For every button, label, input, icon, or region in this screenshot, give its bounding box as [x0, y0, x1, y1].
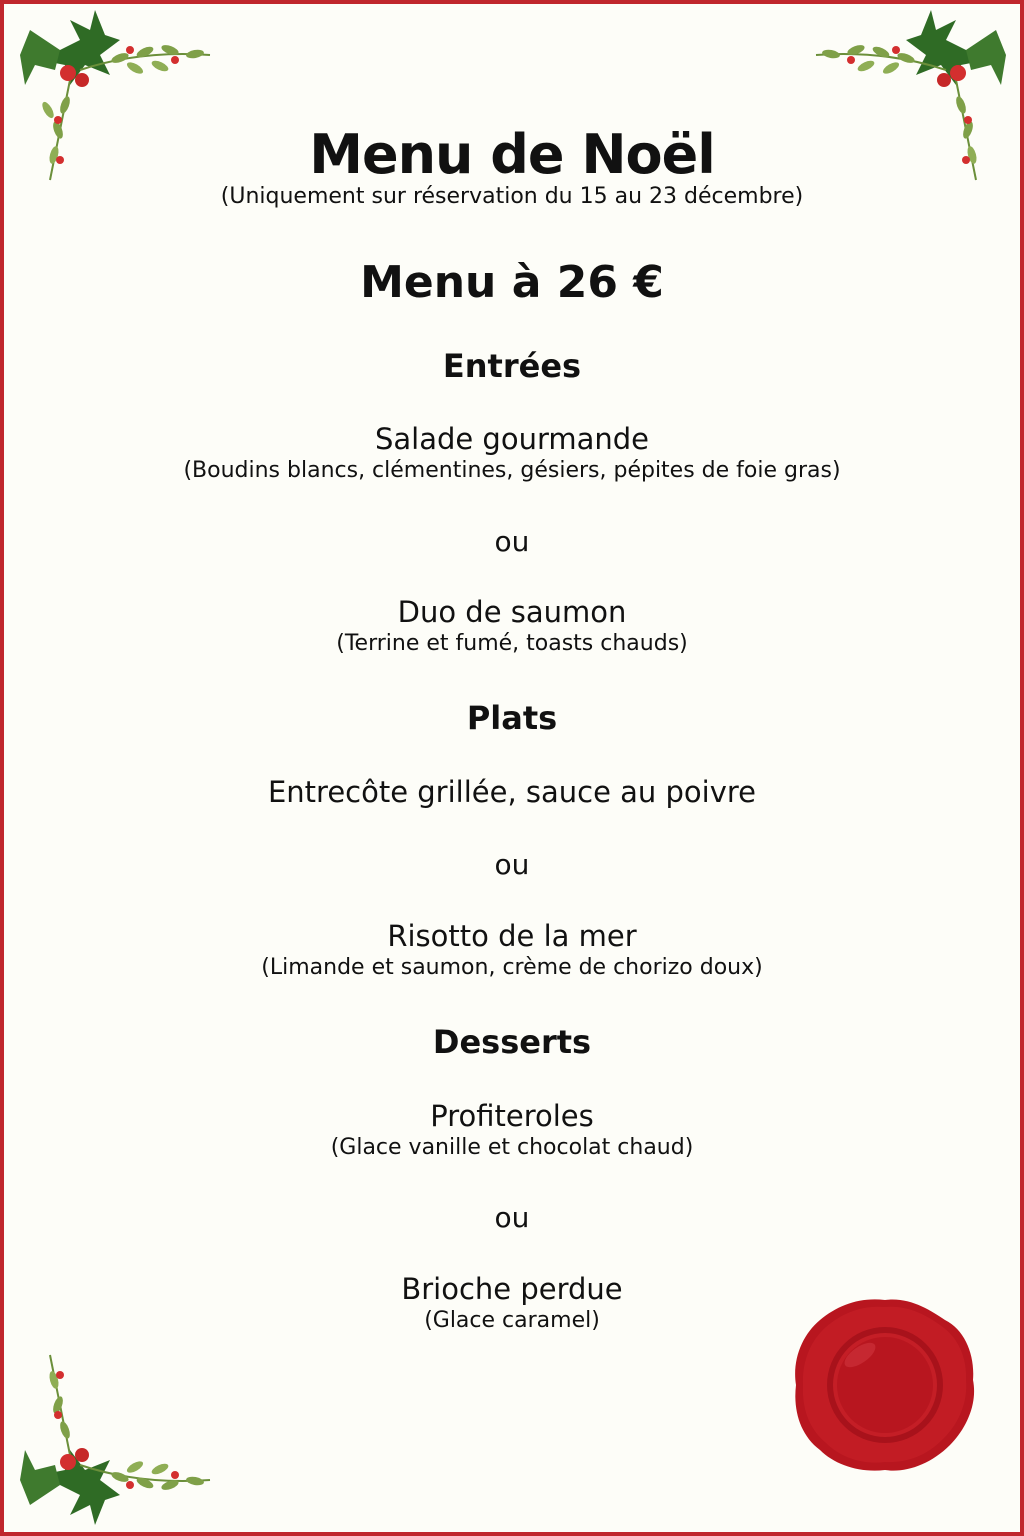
section-entrees-heading: Entrées: [442, 347, 582, 385]
section-plats-heading: Plats: [466, 699, 558, 737]
dessert-1-description: (Glace vanille et chocolat chaud): [330, 1135, 694, 1160]
holly-bottom-left-icon: [20, 1345, 220, 1525]
plat-2-name: Risotto de la mer: [387, 919, 637, 953]
plat-separator: ou: [494, 848, 530, 881]
menu-title: Menu de Noël: [309, 123, 715, 186]
dessert-2-name: Brioche perdue: [401, 1272, 623, 1306]
entree-1-name: Salade gourmande: [374, 422, 650, 456]
plat-2-description: (Limande et saumon, crème de chorizo doux): [261, 955, 763, 980]
entree-1-description: (Boudins blancs, clémentines, gésiers, pépites de foie gras): [183, 458, 841, 483]
dessert-separator: ou: [494, 1201, 530, 1234]
entree-2-description: (Terrine et fumé, toasts chauds): [336, 631, 688, 656]
plat-1-name: Entrecôte grillée, sauce au poivre: [267, 775, 757, 809]
dessert-2-description: (Glace caramel): [424, 1308, 600, 1333]
menu-price: Menu à 26 €: [360, 257, 664, 308]
menu-subtitle: (Uniquement sur réservation du 15 au 23 décembre): [220, 184, 804, 209]
entree-separator: ou: [494, 525, 530, 558]
section-desserts-heading: Desserts: [432, 1023, 592, 1061]
dessert-1-name: Profiteroles: [430, 1099, 594, 1133]
entree-2-name: Duo de saumon: [397, 595, 627, 629]
